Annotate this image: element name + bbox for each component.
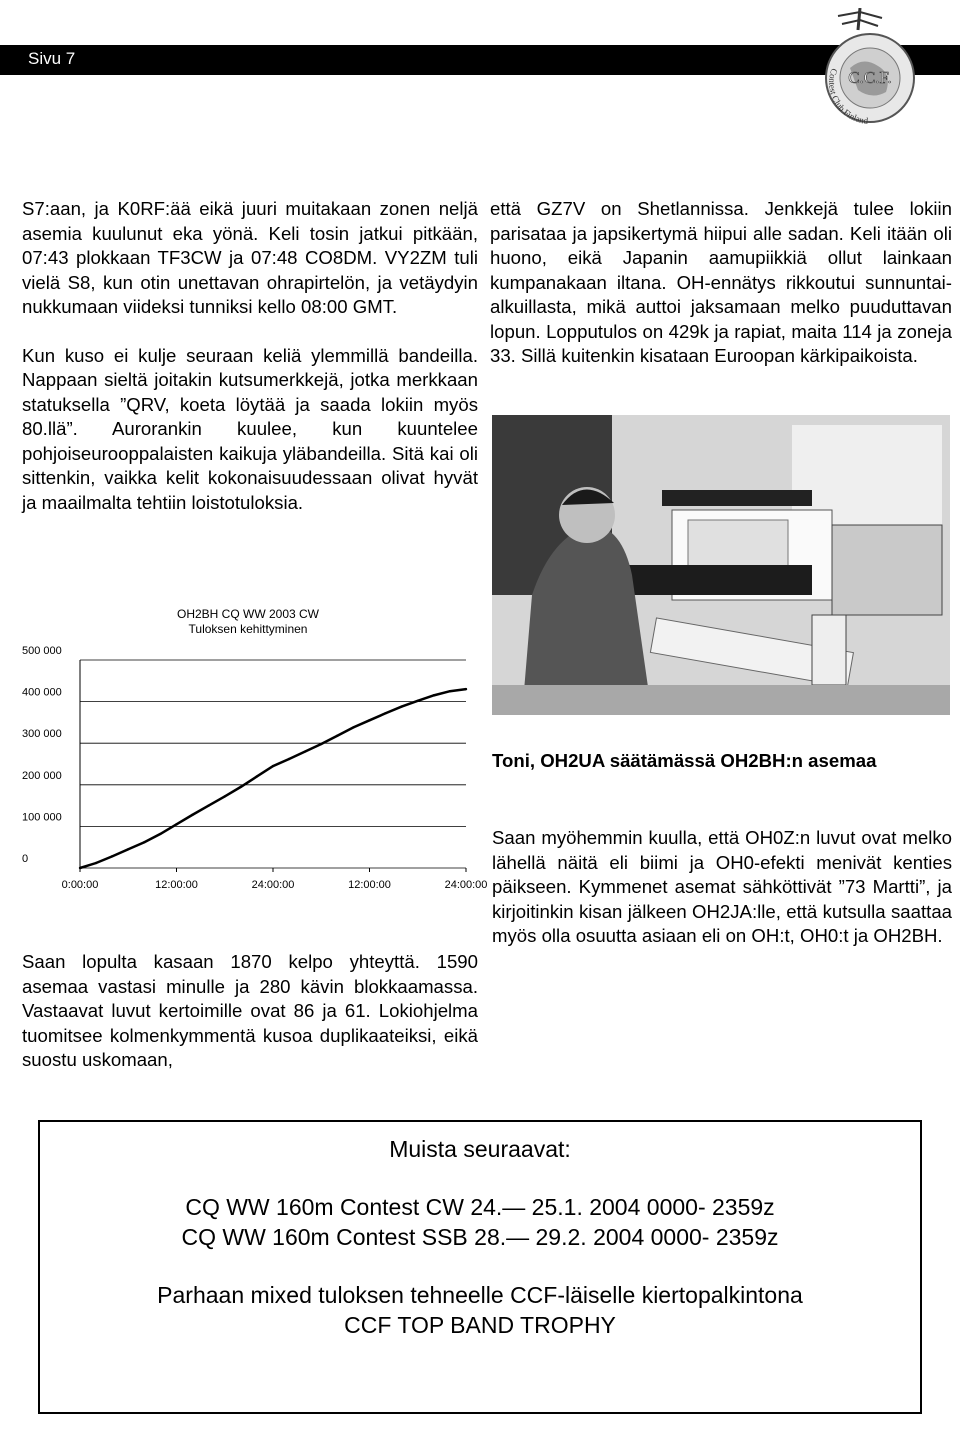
data-point xyxy=(272,765,274,767)
data-point xyxy=(433,694,435,696)
y-tick-label: 100 000 xyxy=(22,811,62,824)
paragraph: että GZ7V on Shetlannissa. Jenkkejä tulee lokiin parisataa ja japsikertymä hiipui alle sadan. Keli itään oli huono, eikä Japanin aamupiikkiä ollut lainkaan kumpanakaan iltana. OH-ennätys rikkoutui sunnuntai-alkuillasta, mikä auttoi jaksamaan melko puuduttavan lopun. Lopputulos on 429k ja rapiat, maita 114 ja zoneja 33. Sillä kuitenkin kisataan Euroopan kärkipaikoista. xyxy=(490,198,952,366)
article-column-right-top xyxy=(490,197,952,369)
score-chart xyxy=(20,600,488,900)
data-point xyxy=(256,775,258,777)
paragraph: Kun kuso ei kulje seuraan keliä ylemmillä bandeilla. Nappaan sieltä joitakin kutsumerkkejä, jotka merkkaan statuksella ”QRV, koeta löytää ja saada lokiin myös 80.llä”. Aurorankin kuulee, kun kuuntelee pohjoiseurooppalaisten kaikuja yläbandeilla. Sitä kai oli sittenkin, vaikka kelit kokonaisuudessaan olivat hyvät ja maailmalta tehtiin loistotuloksia. xyxy=(22,344,478,513)
notice-box xyxy=(38,1120,922,1414)
data-point xyxy=(143,841,145,843)
x-tick-label: 24:00:00 xyxy=(251,879,295,891)
x-tick-label: 24:00:00 xyxy=(444,879,488,891)
paragraph: Saan myöhemmin kuulla, että OH0Z:n luvut ovat melko lähellä näitä eli biimi ja OH0-efekti menivät kenties päikseen. Kymmenet asemat sähköttivät ”73 Martti”, ja kirjoitinkin kisan jälkeen OH2JA:lle, että kutsulla saattaa myös olla osuutta asiaan eli on OH:t, OH0:t ja OH2BH. xyxy=(492,827,952,946)
x-tick-label: 12:00:00 xyxy=(155,879,198,891)
data-point xyxy=(111,855,113,857)
y-tick-label: 400 000 xyxy=(22,686,62,699)
photo-caption: Toni, OH2UA säätämässä OH2BH:n asemaa xyxy=(492,750,877,771)
notice-heading: Muista seuraavat: xyxy=(389,1136,571,1162)
y-tick-label: 500 000 xyxy=(22,645,62,657)
data-point xyxy=(417,700,419,702)
notice-line: Parhaan mixed tuloksen tehneelle CCF-läiselle kiertopalkintona xyxy=(157,1282,803,1308)
y-tick-label: 300 000 xyxy=(22,728,62,741)
paragraph: Saan lopulta kasaan 1870 kelpo yhteyttä. 1590 asemaa vastasi minulle ja 280 kävin blokkaamassa. Vastaavat luvut kertoimille ovat 86 ja 61. Lokiohjelma tuomitsee kolmenkymmentä kusoa duplikaateiksi, eikä suostu uskomaan, xyxy=(22,951,478,1070)
chart-series xyxy=(79,688,467,869)
y-tick-label: 200 000 xyxy=(22,769,62,782)
notice-line: CQ WW 160m Contest SSB 28.— 29.2. 2004 0000- 2359z xyxy=(181,1224,779,1250)
data-point xyxy=(368,719,370,721)
data-point xyxy=(336,735,338,737)
article-column-left-top xyxy=(22,197,478,515)
data-point xyxy=(127,848,129,850)
chart-x-ticks xyxy=(62,868,488,891)
x-tick-label: 0:00:00 xyxy=(61,879,99,891)
data-point xyxy=(191,814,193,816)
logo-ring-text: Contest Club Finland xyxy=(827,67,869,126)
data-point xyxy=(240,786,242,788)
data-point xyxy=(175,823,177,825)
data-point xyxy=(352,726,354,728)
article-column-right-bottom xyxy=(492,826,952,949)
article-column-left-bottom xyxy=(22,950,478,1073)
data-point xyxy=(159,833,161,835)
logo-initials: C.C.F. xyxy=(848,68,892,87)
data-point xyxy=(224,795,226,797)
chart-y-ticks xyxy=(22,645,62,865)
ccf-logo xyxy=(808,8,930,128)
series-line xyxy=(80,689,466,868)
data-point xyxy=(400,705,402,707)
x-tick-label: 12:00:00 xyxy=(348,879,391,891)
data-point xyxy=(449,690,451,692)
data-point xyxy=(207,804,209,806)
paragraph: S7:aan, ja K0RF:ää eikä juuri muitakaan zonen neljä asemia kuulunut eka yönä. Keli tosin jatkui pitkään, 07:43 plokkaan TF3CW ja 07:48 CO8DM. VY2ZM tuli vielä S8, kun otin unettavan ohrapirtelön, ja vetäydyin nukkumaan viideksi tunniksi kello 08:00 GMT. xyxy=(22,198,478,317)
page-number: Sivu 7 xyxy=(28,49,76,68)
chart-title: OH2BH CQ WW 2003 CW xyxy=(176,607,320,621)
chart-subtitle: Tuloksen kehittyminen xyxy=(188,622,308,636)
photo-operator-at-station xyxy=(492,415,950,715)
score-chart-svg xyxy=(20,600,488,900)
y-tick-label: 0 xyxy=(22,853,29,865)
notice-line: CQ WW 160m Contest CW 24.— 25.1. 2004 0000- 2359z xyxy=(185,1194,775,1220)
data-point xyxy=(288,758,290,760)
data-point xyxy=(384,712,386,714)
data-point xyxy=(465,688,467,690)
data-point xyxy=(304,750,306,752)
data-point xyxy=(320,743,322,745)
data-point xyxy=(79,867,81,869)
data-point xyxy=(95,862,97,864)
notice-line: CCF TOP BAND TROPHY xyxy=(344,1312,616,1338)
chart-grid xyxy=(80,660,466,868)
